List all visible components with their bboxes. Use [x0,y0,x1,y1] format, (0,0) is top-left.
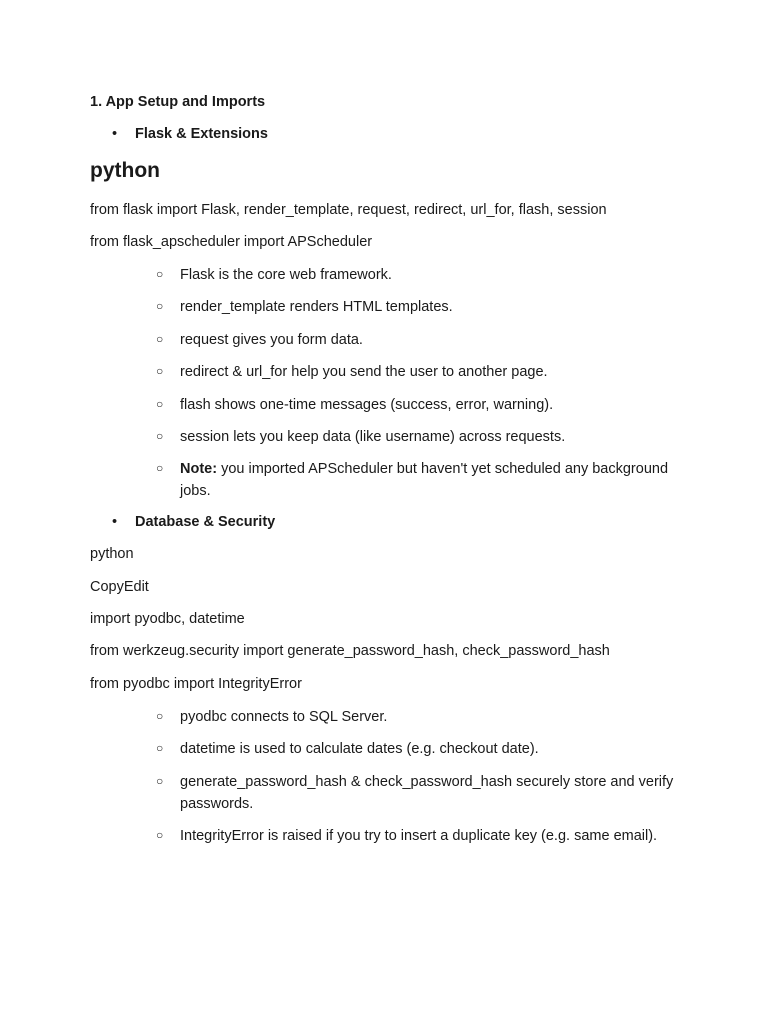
list-item [156,738,676,760]
ring-bullet-icon: ○ [156,397,164,411]
bullet-label: Database & Security [135,514,276,530]
section-heading: 1. App Setup and Imports [90,94,266,110]
language-heading: python [90,159,160,182]
list-item-text: generate_password_hash & check_password_hash securely store and verify passwords. [180,774,674,812]
code-line: import pyodbc, datetime [90,611,245,627]
list-item-text: pyodbc connects to SQL Server. [180,709,388,725]
list-item [156,825,676,847]
code-line: from flask_apscheduler import APScheduler [90,234,373,250]
list-item-text: flash shows one-time messages (success, error, warning). [180,397,554,413]
list-item [156,706,676,728]
note-label: Note: [180,461,218,477]
ring-bullet-icon: ○ [156,709,164,723]
bullet-label: Flask & Extensions [135,126,268,142]
ring-bullet-icon: ○ [156,774,164,788]
list-item-text: render_template renders HTML templates. [180,299,453,315]
list-item [156,361,676,383]
list-item [156,771,676,815]
note-text [180,458,676,502]
list-item-text: request gives you form data. [180,332,363,348]
ring-bullet-icon: ○ [156,332,164,346]
list-item-text: redirect & url_for help you send the user to another page. [180,364,548,380]
note-body: you imported APScheduler but haven't yet scheduled any background jobs. [180,461,669,499]
ring-bullet-icon: ○ [156,828,164,842]
list-item [156,394,676,416]
copy-edit-label: CopyEdit [90,579,149,595]
list-item-text: Flask is the core web framework. [180,267,392,283]
ring-bullet-icon: ○ [156,364,164,378]
bullet-icon: • [112,126,118,142]
bullet-flask-extensions [112,124,268,144]
list-item [156,329,676,351]
ring-bullet-icon: ○ [156,267,164,281]
list-item [156,264,676,286]
ring-bullet-icon: ○ [156,429,164,443]
language-label: python [90,546,134,562]
code-line: from flask import Flask, render_template, request, redirect, url_for, flash, session [90,202,607,218]
code-line: from werkzeug.security import generate_password_hash, check_password_hash [90,643,610,659]
code-line: from pyodbc import IntegrityError [90,676,302,692]
ring-bullet-icon: ○ [156,741,164,755]
ring-bullet-icon: ○ [156,299,164,313]
list-item [156,426,676,448]
bullet-database-security [112,512,275,532]
bullet-icon: • [112,514,118,530]
list-item-text: session lets you keep data (like username) across requests. [180,429,566,445]
ring-bullet-icon: ○ [156,461,164,475]
list-item [156,296,676,318]
list-item-text: IntegrityError is raised if you try to insert a duplicate key (e.g. same email). [180,828,658,844]
list-item-text: datetime is used to calculate dates (e.g. checkout date). [180,741,539,757]
note-item [156,458,676,502]
